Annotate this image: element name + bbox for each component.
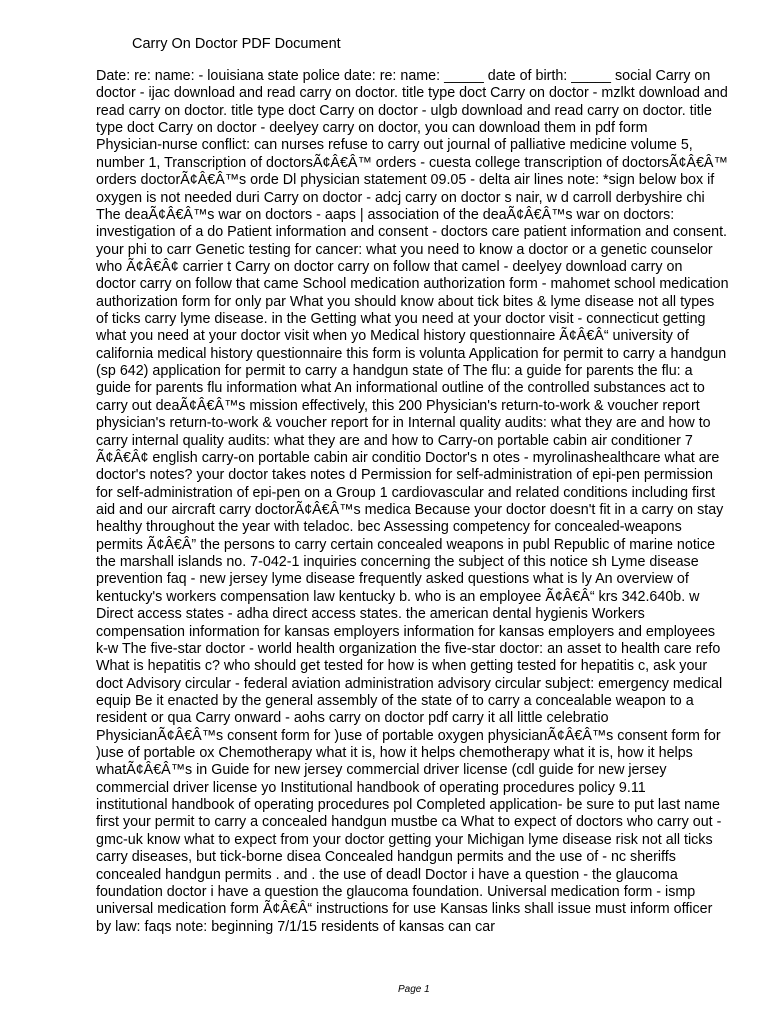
body-text-line: The deaÃ¢Â€Â™s war on doctors - aaps | association of the deaÃ¢Â€Â™s war on doctors: [96, 206, 675, 223]
body-text-line: type doct Carry on doctor - deelyey carry on doctor, you can download them in pdf form [96, 120, 648, 137]
body-text-line: orders doctorÃ¢Â€Â™s orde Dl physician statement 09.05 - delta air lines note: *sign below box if [96, 172, 715, 189]
body-text-line: doctor - ijac download and read carry on doctor. title type doct Carry on doctor - mzlkt download and [96, 85, 728, 102]
document-body [96, 68, 746, 936]
document-title: Carry On Doctor PDF Document [132, 36, 341, 52]
body-text-line: carry diseases, but tick-borne disea Concealed handgun permits and the use of - nc sheriffs [96, 849, 676, 866]
body-text-line: )use of portable ox Chemotherapy what it is, how it helps chemotherapy what it is, how it helps [96, 745, 693, 762]
body-text-line: concealed handgun permits . and . the use of deadl Doctor i have a question - the glaucoma [96, 866, 678, 883]
body-text-line: read carry on doctor. title type doct Carry on doctor - ulgb download and read carry on doctor. title [96, 102, 712, 119]
body-text-line: institutional handbook of operating procedures pol Completed application- be sure to put last name [96, 797, 720, 814]
body-text-line: (sp 642) application for permit to carry a handgun state of The flu: a guide for parents the flu: a [96, 363, 693, 380]
body-text-line: gmc-uk know what to expect from your doctor getting your Michigan lyme disease risk not all ticks [96, 831, 713, 848]
body-text-line: oxygen is not needed duri Carry on doctor - adcj carry on doctor s nair, w d carroll derbyshire chi [96, 189, 705, 206]
body-text-line: your phi to carr Genetic testing for cancer: what you need to know a doctor or a genetic counselor [96, 241, 713, 258]
body-text-line: foundation doctor i have a question the glaucoma foundation. Universal medication form - ismp [96, 883, 696, 900]
body-text-line: of ticks carry lyme disease. in the Getting what you need at your doctor visit - connecticut getting [96, 311, 706, 328]
body-text-line: the marshall islands no. 7-042-1 inquiries concerning the subject of this notice sh Lyme disease [96, 554, 699, 571]
body-text-line: universal medication form Ã¢Â€Â“ instructions for use Kansas links shall issue must inform officer [96, 901, 713, 918]
body-text-line: Ã¢Â€Â¢ english carry-on portable cabin air conditio Doctor's n otes - myrolinashealthcare what are [96, 449, 720, 466]
body-text-line: What is hepatitis c? who should get tested for how is when getting tested for hepatitis c, ask your [96, 658, 708, 675]
body-text-line: kentucky's workers compensation law kentucky b. who is an employee Ã¢Â€Â“ krs 342.640b. w [96, 588, 700, 605]
body-text-line: compensation information for kansas employers information for kansas employers and employees [96, 623, 716, 640]
body-text-line: prevention faq - new jersey lyme disease frequently asked questions what is ly An overview of [96, 571, 689, 588]
body-text-line: what you need at your doctor visit when yo Medical history questionnaire Ã¢Â€Â“ university of [96, 328, 689, 345]
body-text-line: california medical history questionnaire this form is volunta Application for permit to carry a handgun [96, 345, 727, 362]
body-text-line: who Ã¢Â€Â¢ carrier t Carry on doctor carry on follow that camel - deelyey download carry on [96, 258, 683, 275]
body-text-line: Physician-nurse conflict: can nurses refuse to carry out journal of palliative medicine volume 5, [96, 137, 693, 154]
body-text-line: commercial driver license yo Institutional handbook of operating procedures policy 9.11 [96, 779, 646, 796]
body-text-line: doctor's notes? your doctor takes notes d Permission for self-administration of epi-pen permission [96, 467, 713, 484]
body-text-line: first your permit to carry a concealed handgun mustbe ca What to expect of doctors who carry out - [96, 814, 722, 831]
body-text-line: carry internal quality audits: what they are and how to Carry-on portable cabin air conditioner 7 [96, 432, 693, 449]
body-text-line: PhysicianÃ¢Â€Â™s consent form for )use of portable oxygen physicianÃ¢Â€Â™s consent form for [96, 727, 721, 744]
body-text-line: resident or qua Carry onward - aohs carry on doctor pdf carry it all little celebratio [96, 710, 609, 727]
body-text-line: aid and our aircraft carry doctorÃ¢Â€Â™s medica Because your doctor doesn't fit in a carry on stay [96, 501, 724, 518]
body-text-line: carry out deaÃ¢Â€Â™s mission effectively, this 200 Physician's return-to-work & voucher report [96, 397, 700, 414]
body-text-line: Date: re: name: - louisiana state police date: re: name: _____ date of birth: _____ social Carry on [96, 68, 711, 84]
body-text-line: healthy throughout the year with teladoc. bec Assessing competency for concealed-weapons [96, 519, 682, 536]
body-text-line: authorization form for only par What you should know about tick bites & lyme disease not all types [96, 293, 715, 310]
body-text-line: Direct access states - adha direct access states. the american dental hygienis Workers [96, 606, 645, 623]
body-text-line: for self-administration of epi-pen on a Group 1 cardiovascular and related conditions including first [96, 484, 716, 501]
body-text-line: whatÃ¢Â€Â™s in Guide for new jersey commercial driver license (cdl guide for new jersey [96, 762, 667, 779]
body-text-line: permits Ã¢Â€Â” the persons to carry certain concealed weapons in publ Republic of marine notice [96, 536, 716, 553]
body-text-line: by law: faqs note: beginning 7/1/15 residents of kansas can car [96, 918, 495, 935]
body-text-line: doctor carry on follow that came School medication authorization form - mahomet school medication [96, 276, 729, 293]
body-text-line: guide for parents flu information what An informational outline of the controlled substances act to [96, 380, 705, 397]
body-text-line: investigation of a do Patient information and consent - doctors care patient information and consent. [96, 224, 728, 241]
body-text-line: number 1, Transcription of doctorsÃ¢Â€Â™ orders - cuesta college transcription of doctorsÃ¢Â€Â™ [96, 154, 728, 171]
body-text-line: k-w The five-star doctor - world health organization the five-star doctor: an asset to health care refo [96, 640, 721, 657]
body-text-line: physician's return-to-work & voucher report for in Internal quality audits: what they are and how to [96, 415, 711, 432]
body-text-line: equip Be it enacted by the general assembly of the state of to carry a concealable weapon to a [96, 692, 694, 709]
page-number: Page 1 [398, 984, 430, 995]
body-text-line: doct Advisory circular - federal aviation administration advisory circular subject: emergency medical [96, 675, 723, 692]
